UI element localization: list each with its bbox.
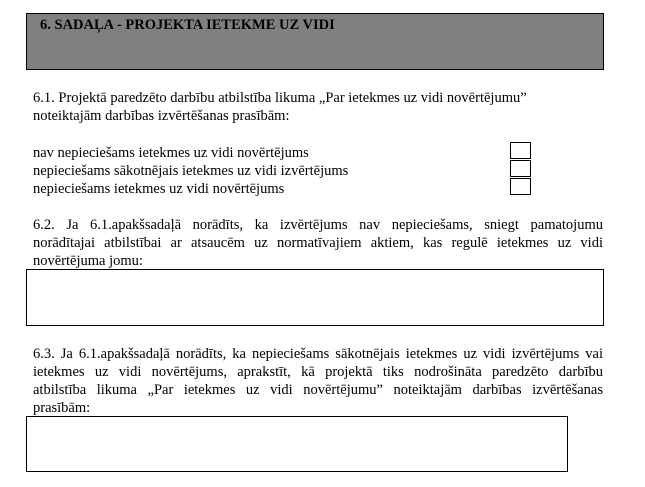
section-title: 6. SADAĻA - PROJEKTA IETEKME UZ VIDI [40,17,335,33]
compliance-description-text-area[interactable] [26,416,568,472]
section-header [26,13,604,70]
question-6-2-line: 6.2. Ja 6.1.apakšsadaļā norādīts, ka izvērtējums nav nepieciešams, sniegt pamatojumu [33,217,603,233]
question-6-2-line: norādītajai atbilstībai ar atsaucēm uz normatīvajiem aktiem, kas regulē ietekmes uz vidi [33,235,603,251]
checkbox-no-assessment[interactable] [510,142,531,159]
option-label-full-assessment: nepieciešams ietekmes uz vidi novērtējums [33,181,285,197]
option-list [33,144,348,198]
checkbox-full-assessment[interactable] [510,178,531,195]
option-label-initial-assessment: nepieciešams sākotnējais ietekmes uz vidi izvērtējums [33,163,349,179]
question-6-3-line: 6.3. Ja 6.1.apakšsadaļā norādīts, ka nepieciešams sākotnējais ietekmes uz vidi izvērtējums vai [33,346,603,362]
justification-text-area[interactable] [26,269,604,326]
question-6-1-line: noteiktajām darbības izvērtēšanas prasībām: [33,108,290,124]
checkbox-initial-assessment[interactable] [510,160,531,177]
question-6-2-line: novērtējuma jomu: [33,253,143,269]
question-6-3-line: atbilstība likuma „Par ietekmes uz vidi novērtējumu” noteiktajām darbības izvērtēšanas [33,382,603,398]
question-6-3-line: ietekmes uz vidi novērtējums, aprakstīt, kā projektā tiks nodrošināta paredzēto darbību [33,364,603,380]
question-6-3-line: prasībām: [33,400,91,416]
question-6-1 [33,89,603,125]
question-6-1-line: 6.1. Projektā paredzēto darbību atbilstība likuma „Par ietekmes uz vidi novērtējumu” [33,90,527,106]
option-label-no-assessment: nav nepieciešams ietekmes uz vidi novērtējums [33,145,309,161]
question-6-3 [33,345,603,417]
question-6-2 [33,216,603,270]
